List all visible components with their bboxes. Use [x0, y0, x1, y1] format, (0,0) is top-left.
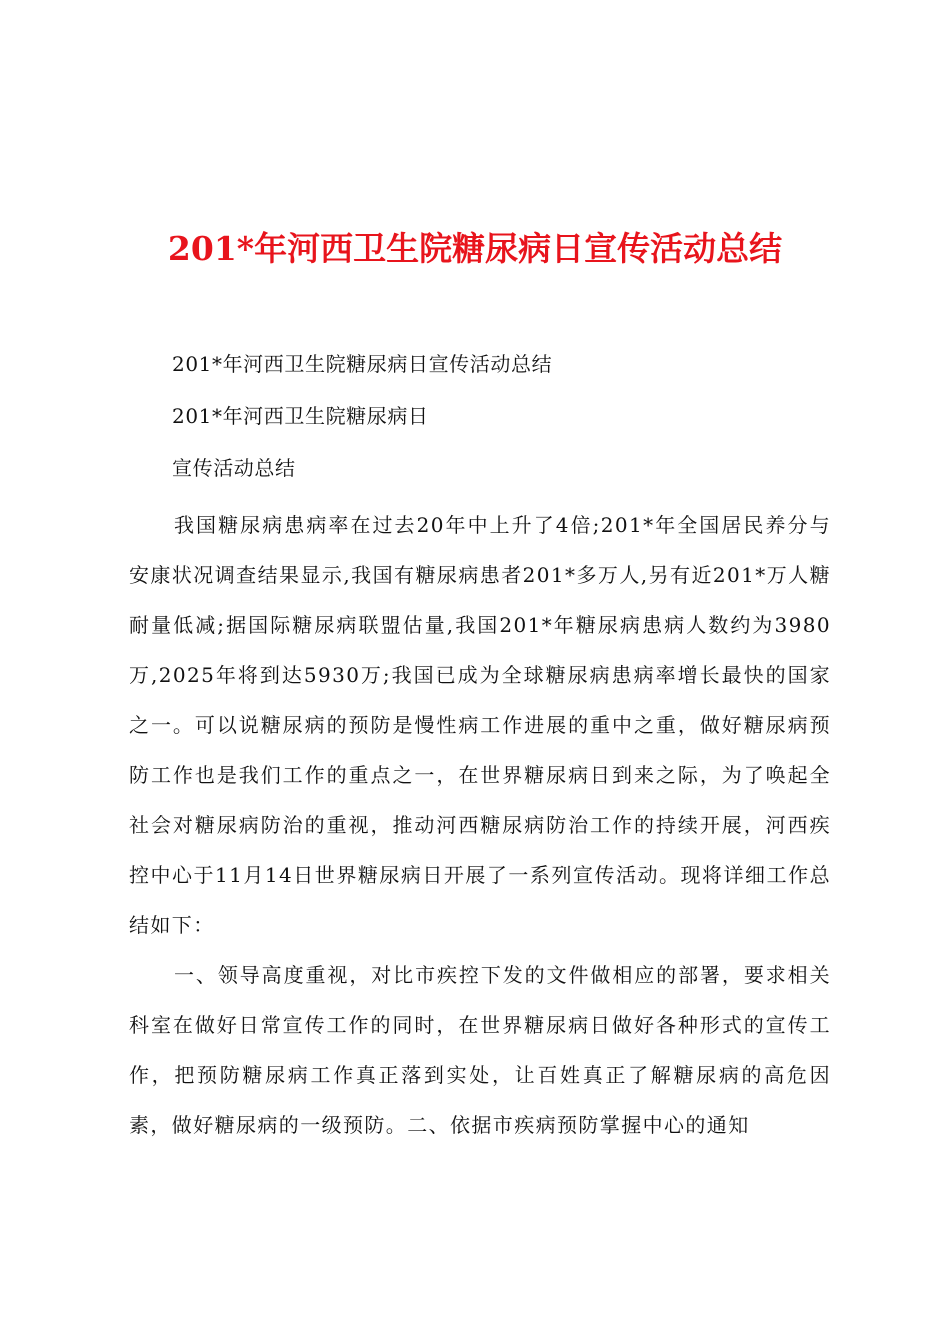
document-title: 201*年河西卫生院糖尿病日宣传活动总结 — [167, 229, 783, 269]
subtitle-line: 宣传活动总结 — [172, 456, 296, 480]
subtitle-line: 201*年河西卫生院糖尿病日宣传活动总结 — [172, 352, 553, 376]
document-body — [129, 344, 831, 1150]
body-paragraph: 我国糖尿病患病率在过去20年中上升了4倍;201*年全国居民养分与安康状况调查结果显示,我国有糖尿病患者201*多万人,另有近201*万人糖耐量低减;据国际糖尿病联盟估量,我国201*年糖尿病患病人数约为3980万,2025年将到达5930万;我国已成为全球糖尿病患病率增长最快的国家之一。可以说糖尿病的预防是慢性病工作进展的重中之重，做好糖尿病预防工作也是我们工作的重点之一，在世界糖尿病日到来之际，为了唤起全社会对糖尿病防治的重视，推动河西糖尿病防治工作的持续开展，河西疾控中心于11月14日世界糖尿病日开展了一系列宣传活动。现将详细工作总结如下： — [129, 513, 831, 937]
body-paragraph: 一、领导高度重视，对比市疾控下发的文件做相应的部署，要求相关科室在做好日常宣传工作的同时，在世界糖尿病日做好各种形式的宣传工作，把预防糖尿病工作真正落到实处，让百姓真正了解糖尿病的高危因素，做好糖尿病的一级预防。二、依据市疾病预防掌握中心的通知 — [129, 963, 831, 1137]
subtitle-line: 201*年河西卫生院糖尿病日 — [172, 404, 429, 428]
